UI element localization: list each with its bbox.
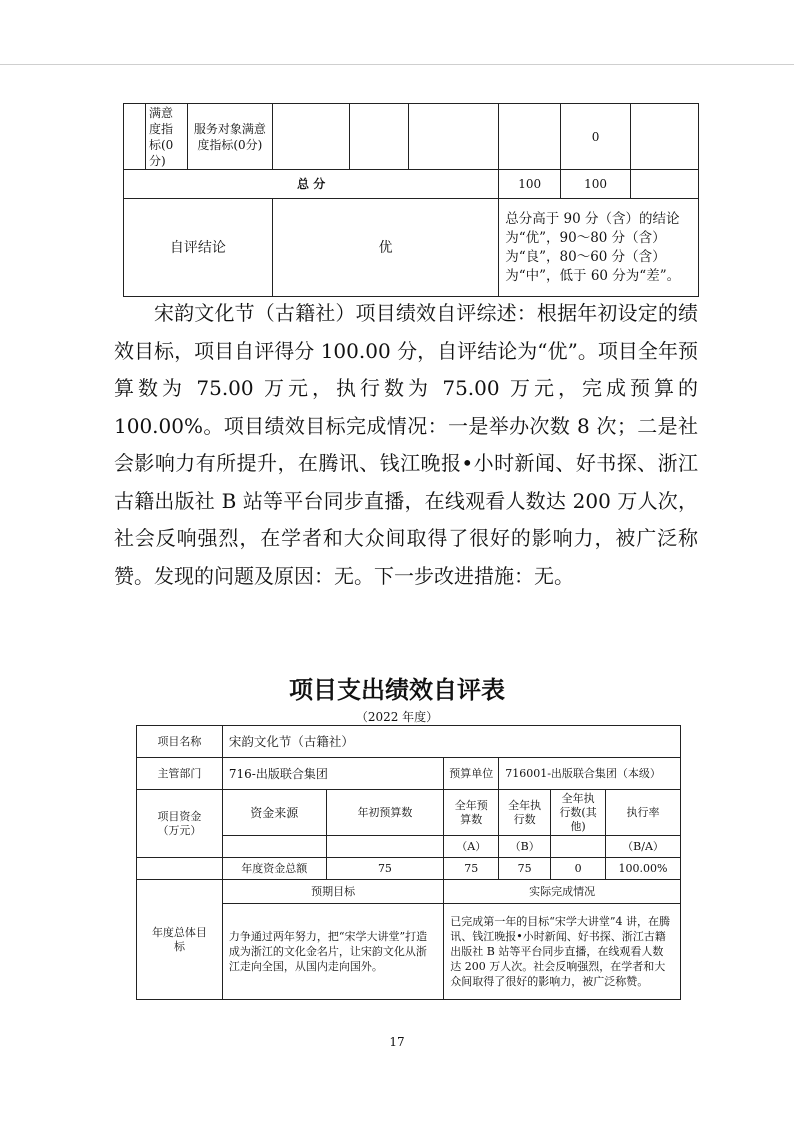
fund-label: 项目资金（万元） bbox=[137, 790, 223, 858]
annual-budget-header: 全年预算数 bbox=[444, 790, 499, 836]
project-name-value: 宋韵文化节（古籍社） bbox=[222, 726, 680, 758]
performance-table bbox=[136, 725, 681, 1000]
initial-budget-value: 75 bbox=[326, 858, 444, 880]
expected-goal-text: 力争通过两年努力，把“宋学大讲堂”打造成为浙江的文化金名片，让宋韵文化从浙江走向全国，从国内走向国外。 bbox=[222, 904, 443, 1000]
total-score-a: 100 bbox=[499, 170, 561, 199]
col-a-header: （A） bbox=[444, 836, 499, 858]
service-satisfaction-label: 服务对象满意度指标(0分) bbox=[187, 104, 272, 170]
summary-text: 宋韵文化节（古籍社）项目绩效自评综述：根据年初设定的绩效目标，项目自评得分 100.00 分，自评结论为“优”。项目全年预算数为 75.00 万元，执行数为 75.00 万元，完成预算的 100.00%。项目绩效目标完成情况：一是举办次数 8 次；二是社会影响力有所提升，在腾讯、钱江晚报•小时新闻、好书探、浙江古籍出版社 B 站等平台同步直播，在线观看人数达 200 万人次，社会反响强烈，在学者和大众间取得了很好的影响力，被广泛称赞。发现的问题及原因：无。下一步改进措施：无。 bbox=[114, 301, 698, 588]
annual-exec-other-value: 0 bbox=[551, 858, 606, 880]
initial-budget-header: 年初预算数 bbox=[326, 790, 444, 836]
exec-rate-header: 执行率 bbox=[606, 790, 681, 836]
conclusion-rule-text: 总分高于 90 分（含）的结论为“优”，90～80 分（含）为“良”，80～60 分（含）为“中”，低于 60 分为“差”。 bbox=[499, 199, 699, 297]
total-score-b: 100 bbox=[561, 170, 631, 199]
score-summary-table bbox=[123, 103, 699, 297]
page-number: 17 bbox=[389, 1035, 405, 1049]
col-ba-header: （B/A） bbox=[606, 836, 681, 858]
actual-completion-header: 实际完成情况 bbox=[444, 880, 681, 904]
budget-unit-label: 预算单位 bbox=[444, 758, 499, 790]
page-subtitle: （2022 年度） bbox=[355, 710, 439, 724]
fund-source-header: 资金来源 bbox=[222, 790, 326, 836]
exec-rate-value: 100.00% bbox=[606, 858, 681, 880]
project-name-label: 项目名称 bbox=[137, 726, 223, 758]
self-eval-conclusion-label: 自评结论 bbox=[124, 199, 273, 297]
annual-exec-value: 75 bbox=[499, 858, 551, 880]
annual-exec-other-header: 全年执行数(其他) bbox=[551, 790, 606, 836]
summary-paragraph bbox=[114, 295, 698, 595]
self-eval-conclusion-value: 优 bbox=[272, 199, 498, 297]
dept-value: 716-出版联合集团 bbox=[222, 758, 443, 790]
scan-line-top bbox=[0, 64, 794, 65]
col-b-header: （B） bbox=[499, 836, 551, 858]
goal-label: 年度总体目标 bbox=[137, 880, 223, 1000]
total-score-label: 总 分 bbox=[124, 170, 499, 199]
expected-goal-header: 预期目标 bbox=[222, 880, 443, 904]
annual-budget-value: 75 bbox=[444, 858, 499, 880]
page-title: 项目支出绩效自评表 bbox=[289, 676, 505, 704]
satisfaction-score: 0 bbox=[561, 104, 631, 170]
annual-exec-header: 全年执行数 bbox=[499, 790, 551, 836]
dept-label: 主管部门 bbox=[137, 758, 223, 790]
budget-unit-value: 716001-出版联合集团（本级） bbox=[499, 758, 681, 790]
total-fund-label: 年度资金总额 bbox=[222, 858, 326, 880]
satisfaction-indicator-label: 满意度指标(0分) bbox=[145, 104, 187, 170]
actual-completion-text: 已完成第一年的目标“宋学大讲堂”4 讲，在腾讯、钱江晚报•小时新闻、好书探、浙江古籍出版社 B 站等平台同步直播，在线观看人数达 200 万人次。社会反响强烈，在学者和大众间取得了很好的影响力，被广泛称赞。 bbox=[444, 904, 681, 1000]
